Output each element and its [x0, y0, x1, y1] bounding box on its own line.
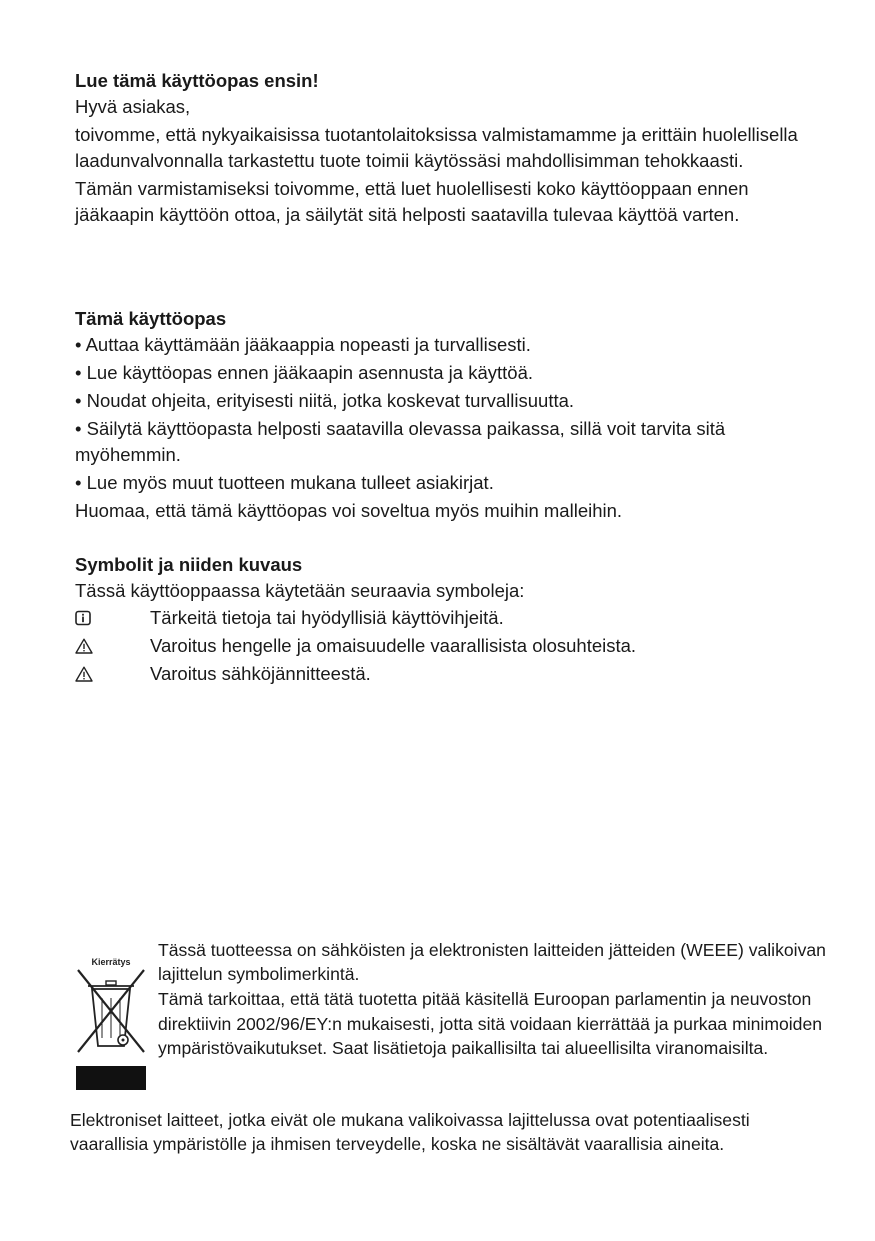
weee-logo-label: Kierrätys [91, 957, 131, 967]
guide-bullet: • Noudat ohjeita, erityisesti niitä, jotka koskevat turvallisuutta. [75, 390, 575, 411]
weee-recycling-logo [74, 954, 148, 1092]
closing-text: Elektroniset laitteet, jotka eivät ole mukana valikoivassa lajittelussa ovat potentiaalisesti vaarallisia ympäristölle ja ihmisen terveydelle, koska ne sisältävät vaarallisia aineita. [70, 1110, 750, 1154]
guide-bullet: • Lue myös muut tuotteen mukana tulleet asiakirjat. [75, 472, 494, 493]
intro-heading: Lue tämä käyttöopas ensin! [75, 70, 319, 91]
symbol-row-warning [75, 632, 815, 660]
symbols-intro: Tässä käyttöoppaassa käytetään seuraavia symboleja: [75, 580, 525, 601]
guide-bullet: • Lue käyttöopas ennen jääkaapin asennusta ja käyttöä. [75, 362, 534, 383]
guide-bullet: • Auttaa käyttämään jääkaappia nopeasti ja turvallisesti. [75, 334, 531, 355]
symbols-heading: Symbolit ja niiden kuvaus [75, 554, 303, 575]
intro-paragraph-2: Tämän varmistamiseksi toivomme, että luet huolellisesti koko käyttöoppaan ennen jääkaapin käyttöön ottoa, ja säilytät sitä helposti saatavilla tulevaa käyttöä varten. [75, 178, 749, 225]
symbol-row-electric [75, 660, 815, 688]
info-icon [75, 610, 150, 626]
symbol-description: Varoitus sähköjännitteestä. [150, 663, 371, 684]
guide-note: Huomaa, että tämä käyttöopas voi soveltua myös muihin malleihin. [75, 500, 623, 521]
symbols-section [75, 552, 815, 688]
symbol-description: Varoitus hengelle ja omaisuudelle vaarallisista olosuhteista. [150, 635, 637, 656]
intro-paragraph-1: toivomme, että nykyaikaisissa tuotantolaitoksissa valmistamamme ja erittäin huolellisella laadunvalvonnalla tarkastettu tuote toimii käytössäsi mahdollisimman tehokkaasti. [75, 124, 798, 171]
guide-heading: Tämä käyttöopas [75, 308, 227, 329]
closing-paragraph [70, 1108, 830, 1156]
greeting: Hyvä asiakas, [75, 96, 191, 117]
intro-section [75, 68, 815, 228]
weee-notice [158, 938, 828, 1060]
guide-section [75, 306, 815, 524]
weee-line-1: Tässä tuotteessa on sähköisten ja elektronisten laitteiden jätteiden (WEEE) valikoivan lajittelun symbolimerkintä. [158, 940, 826, 985]
symbol-description: Tärkeitä tietoja tai hyödyllisiä käyttövihjeitä. [150, 607, 504, 628]
weee-line-2: Tämä tarkoittaa, että tätä tuotetta pitää käsitellä Euroopan parlamentin ja neuvoston direktiivin 2002/96/EY:n mukaisesti, jotta sitä voidaan kierrättää ja purkaa minimoiden ympäristövaikutukset. Saat lisätietoja paikallisilta tai alueellisilta viranomaisilta. [158, 989, 823, 1058]
guide-bullet: • Säilytä käyttöopasta helposti saatavilla olevassa paikassa, sillä voit tarvita sitä myöhemmin. [75, 418, 726, 465]
warning-triangle-icon [75, 666, 150, 682]
symbol-row-info [75, 604, 815, 632]
warning-triangle-icon [75, 638, 150, 654]
